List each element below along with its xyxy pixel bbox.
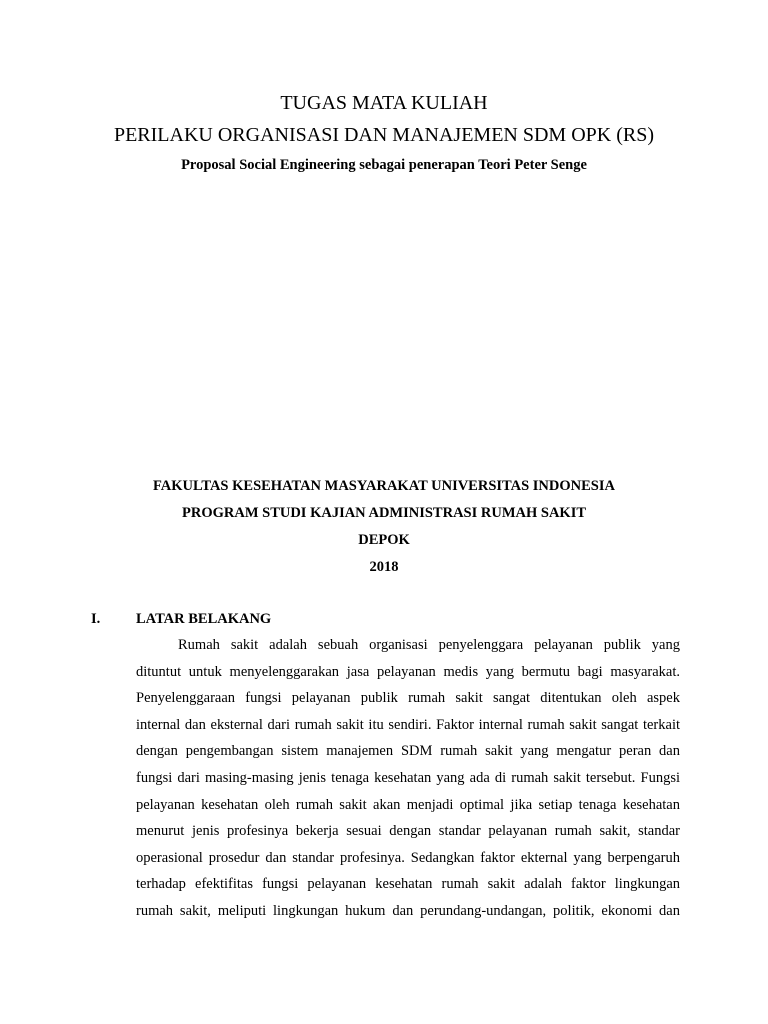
institution-program: PROGRAM STUDI KAJIAN ADMINISTRASI RUMAH SAKIT — [181, 505, 587, 521]
document-subtitle: Proposal Social Engineering sebagai penerapan Teori Peter Senge — [181, 157, 587, 173]
paragraph-line: dengan pengembangan sistem manajemen SDM rumah sakit yang mengatur peran dan — [136, 743, 680, 760]
paragraph-line: Penyelenggaraan fungsi pelayanan publik rumah sakit sangat ditentukan oleh aspek — [136, 690, 680, 707]
paragraph-line: fungsi dari masing-masing jenis tenaga kesehatan yang ada di rumah sakit tersebut. Fungsi — [136, 769, 680, 786]
paragraph-line: rumah sakit, meliputi lingkungan hukum dan perundang-undangan, politik, ekonomi dan — [136, 902, 680, 919]
section-title: LATAR BELAKANG — [136, 611, 272, 627]
section-paragraph — [136, 632, 680, 925]
institution-year: 2018 — [369, 559, 399, 575]
paragraph-line: pelayanan kesehatan oleh rumah sakit akan menjadi optimal jika setiap tenaga kesehatan — [136, 796, 680, 813]
paragraph-line: operasional prosedur dan standar profesinya. Sedangkan faktor ekternal yang berpengaruh — [136, 849, 680, 866]
paragraph-line: terhadap efektifitas fungsi pelayanan kesehatan rumah sakit adalah faktor lingkungan — [136, 876, 680, 893]
paragraph-line: menurut jenis profesinya bekerja sesuai dengan standar pelayanan rumah sakit, standar — [136, 823, 680, 840]
document-title-line-1: TUGAS MATA KULIAH — [280, 92, 488, 114]
document-title-line-2: PERILAKU ORGANISASI DAN MANAJEMEN SDM OPK (RS) — [113, 124, 655, 146]
paragraph-line: Rumah sakit adalah sebuah organisasi penyelenggara pelayanan publik yang — [178, 637, 680, 653]
institution-city: DEPOK — [358, 532, 410, 548]
paragraph-line: dituntut untuk menyelenggarakan jasa pelayanan medis yang bermutu bagi masyarakat. — [136, 663, 680, 680]
section-number: I. — [91, 611, 101, 627]
institution-faculty: FAKULTAS KESEHATAN MASYARAKAT UNIVERSITAS INDONESIA — [153, 478, 615, 494]
paragraph-line: internal dan eksternal dari rumah sakit itu sendiri. Faktor internal rumah sakit sangat terkait — [136, 716, 680, 733]
